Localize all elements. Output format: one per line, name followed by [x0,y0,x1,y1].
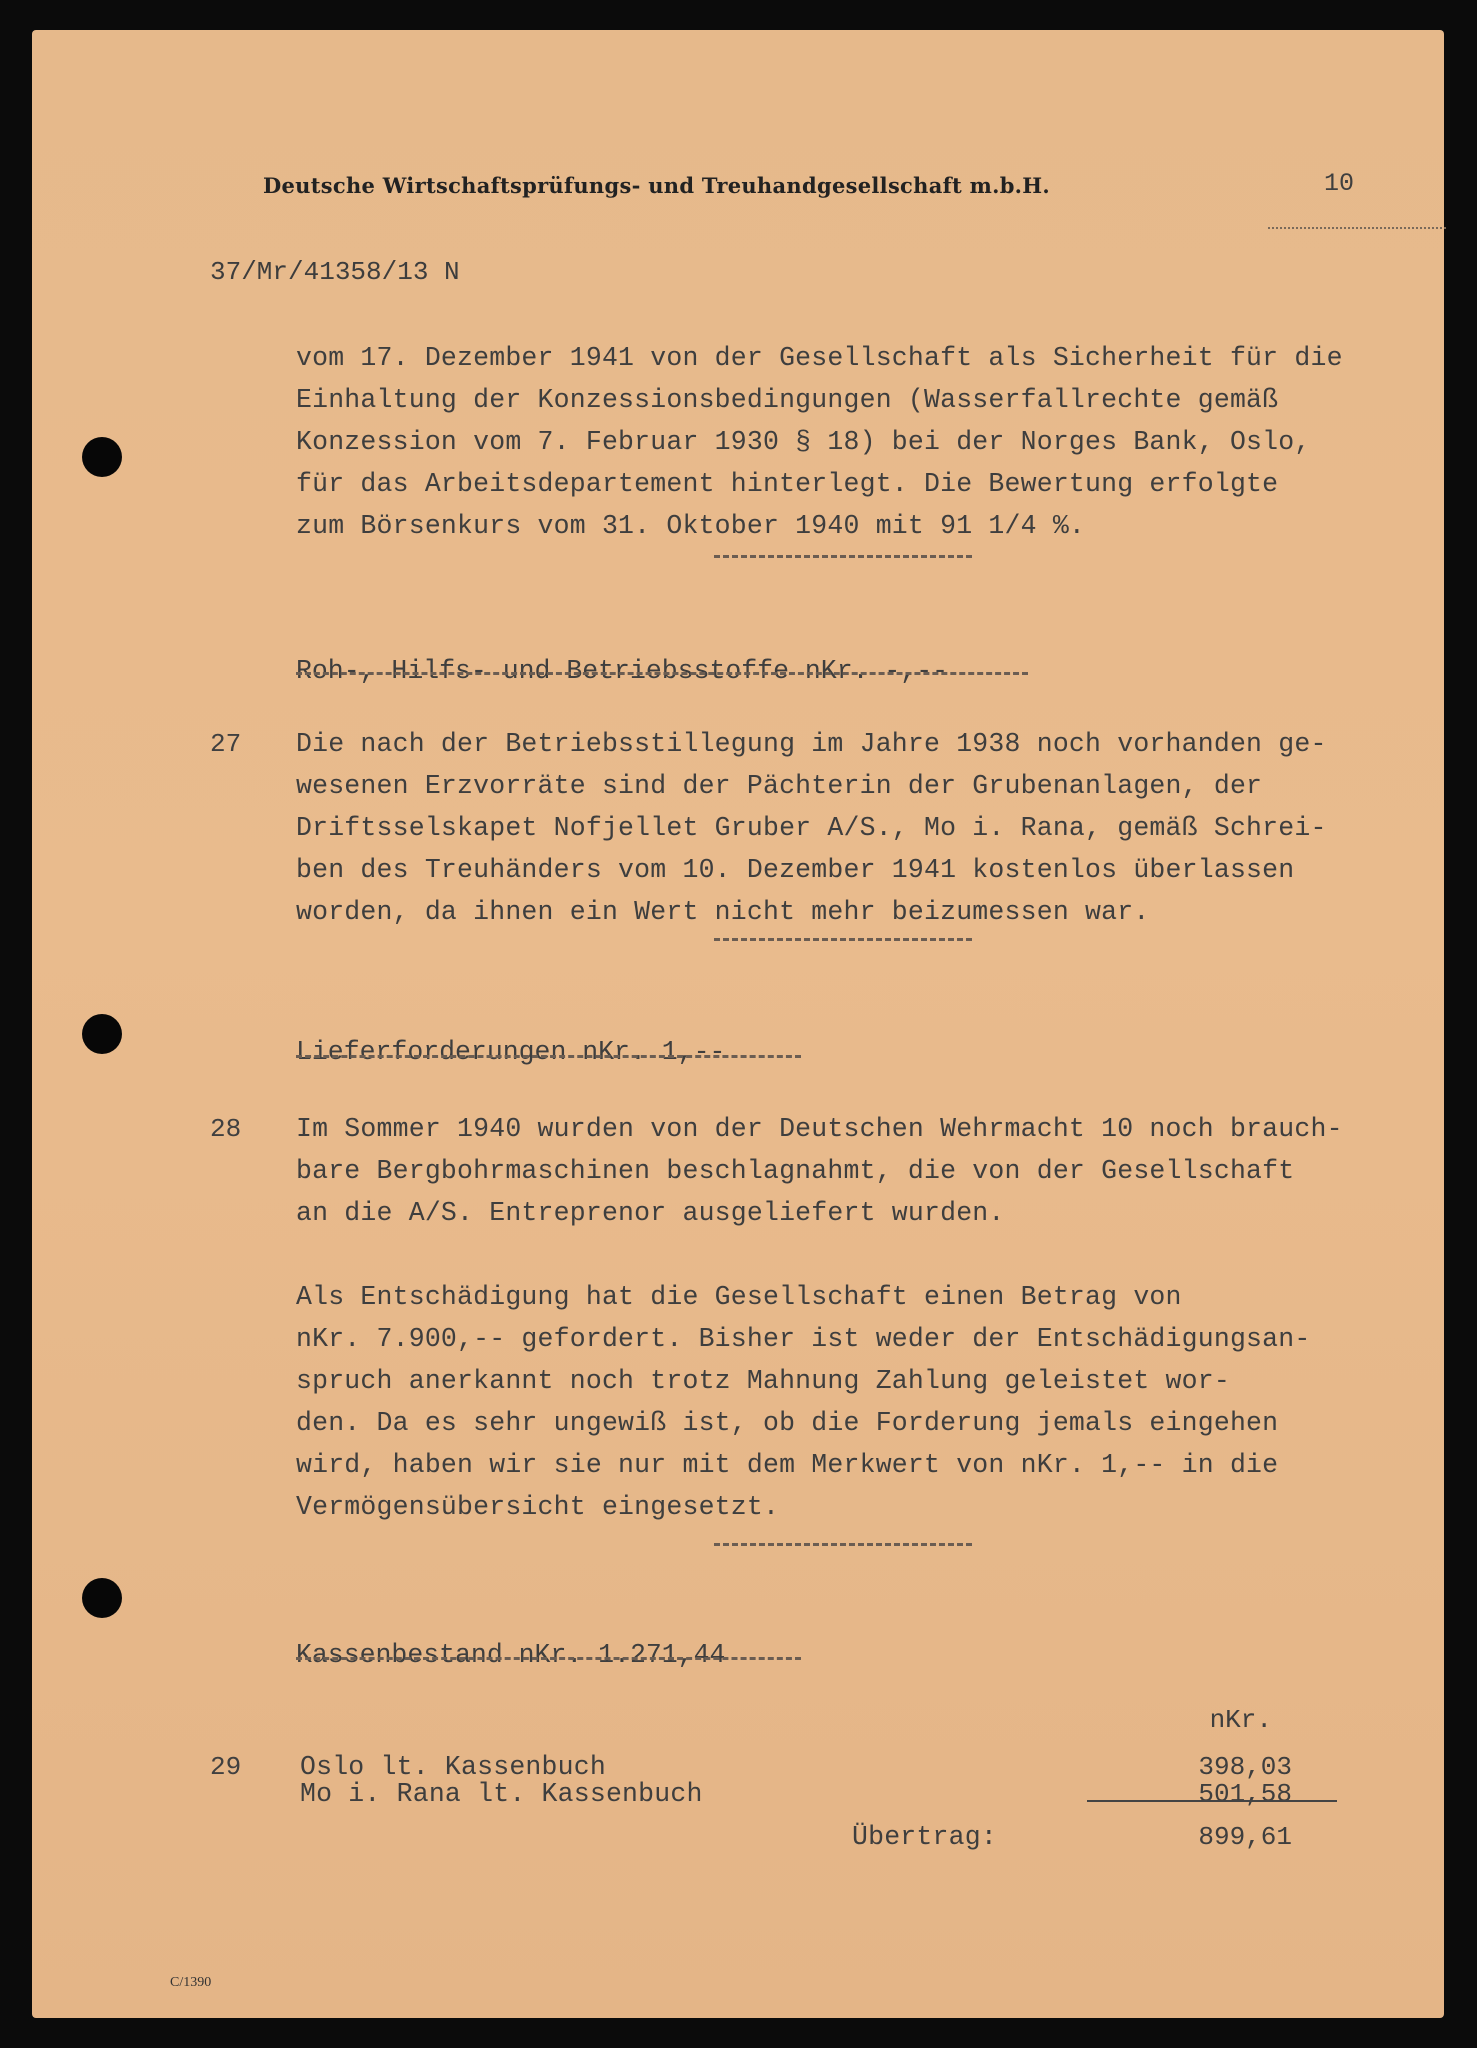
text-line: nKr. 7.900,-- gefordert. Bisher ist weder der Entschädigungsan- [296,1324,1311,1354]
section-separator [714,938,972,941]
carry-forward-label: Übertrag: [852,1822,997,1852]
section-heading: Roh-, Hilfs- und Betriebsstoffe nKr. -,-- [296,656,949,686]
punch-hole [82,1014,122,1054]
currency-label: nKr. [1209,1705,1272,1735]
document-page [32,30,1444,2018]
punch-hole [82,1578,122,1618]
cash-row-amount: 398,03 [1198,1752,1292,1782]
sum-line [1087,1800,1337,1802]
text-line: spruch anerkannt noch trotz Mahnung Zahlung geleistet wor- [296,1366,1230,1396]
paragraph-number: 29 [210,1752,242,1782]
heading-underline [296,1657,801,1660]
section-heading: Lieferforderungen nKr. 1,-- [296,1037,726,1067]
page-number: 10 [1324,169,1355,198]
form-code: C/1390 [170,1975,212,1990]
text-line: Als Entschädigung hat die Gesellschaft einen Betrag von [296,1282,1182,1312]
text-line: zum Börsenkurs vom 31. Oktober 1940 mit 91 1/4 %. [296,511,1086,541]
punch-hole [82,437,122,477]
heading-underline [296,672,1028,675]
paragraph-number: 27 [210,729,242,759]
company-letterhead: Deutsche Wirtschaftsprüfungs- und Treuhandgesellschaft m.b.H. [263,173,1051,198]
page-number-dotted-line [1268,227,1446,229]
text-line: wesenen Erzvorräte sind der Pächterin der Grubenanlagen, der [296,771,1263,801]
text-line: Die nach der Betriebsstillegung im Jahre 1938 noch vorhanden ge- [296,729,1327,759]
text-line: worden, da ihnen ein Wert nicht mehr beizumessen war. [296,897,1150,927]
text-line: ben des Treuhänders vom 10. Dezember 1941 kostenlos überlassen [296,855,1295,885]
carry-forward-amount: 899,61 [1198,1822,1292,1852]
section-separator [714,1543,972,1546]
text-line: den. Da es sehr ungewiß ist, ob die Forderung jemals eingehen [296,1408,1279,1438]
heading-underline [296,1055,801,1058]
text-line: wird, haben wir sie nur mit dem Merkwert von nKr. 1,-- in die [296,1450,1279,1480]
cash-row-label: Mo i. Rana lt. Kassenbuch [300,1779,703,1809]
section-separator [714,555,972,558]
text-line: für das Arbeitsdepartement hinterlegt. Die Bewertung erfolgte [296,469,1279,499]
text-line: bare Bergbohrmaschinen beschlagnahmt, die von der Gesellschaft [296,1156,1295,1186]
section-heading: Kassenbestand nKr. 1.271,44 [296,1640,726,1670]
text-line: Driftsselskapet Nofjellet Gruber A/S., Mo i. Rana, gemäß Schrei- [296,813,1327,843]
text-line: an die A/S. Entreprenor ausgeliefert wurden. [296,1198,1005,1228]
cash-row-label: Oslo lt. Kassenbuch [300,1752,606,1782]
text-line: vom 17. Dezember 1941 von der Gesellschaft als Sicherheit für die [296,343,1343,373]
file-reference: 37/Mr/41358/13 N [210,257,460,287]
paragraph-number: 28 [210,1114,242,1144]
text-line: Konzession vom 7. Februar 1930 § 18) bei der Norges Bank, Oslo, [296,427,1311,457]
cash-row-amount: 501,58 [1198,1779,1292,1809]
text-line: Einhaltung der Konzessionsbedingungen (Wasserfallrechte gemäß [296,385,1279,415]
text-line: Vermögensübersicht eingesetzt. [296,1492,780,1522]
text-line: Im Sommer 1940 wurden von der Deutschen Wehrmacht 10 noch brauch- [296,1114,1343,1144]
